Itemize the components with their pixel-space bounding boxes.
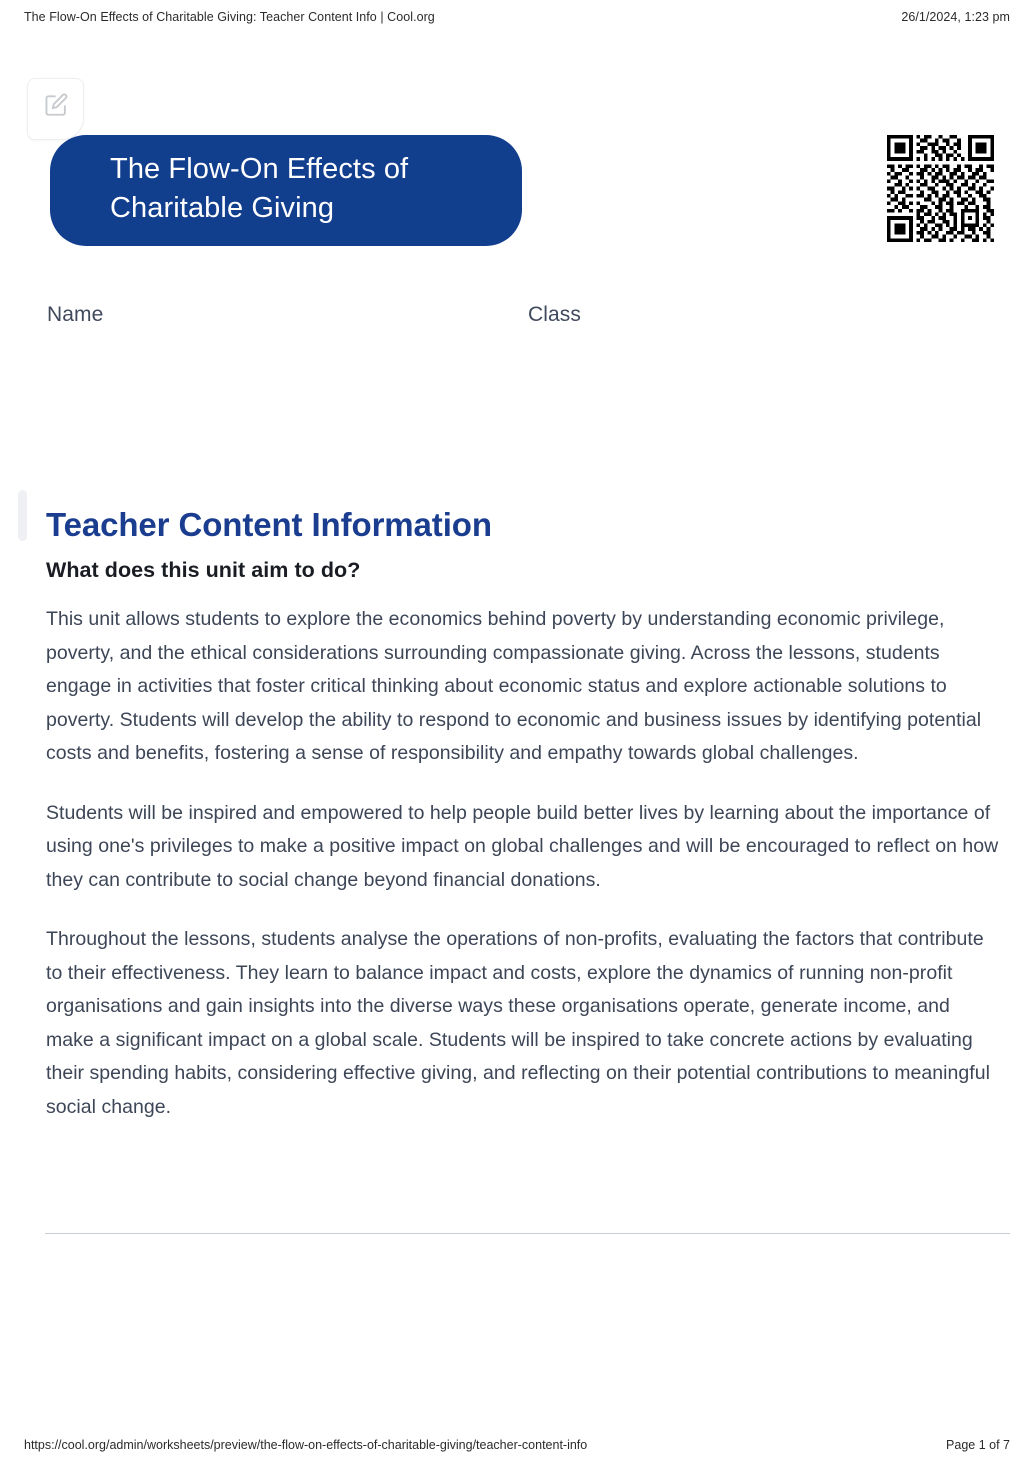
print-footer-page-number: Page 1 of 7 (946, 1438, 1010, 1452)
subheading-unit-aim: What does this unit aim to do? (46, 558, 361, 582)
print-header-date: 26/1/2024, 1:23 pm (901, 10, 1010, 24)
worksheet-title-text: The Flow-On Effects of Charitable Giving (110, 152, 409, 224)
page-title: Teacher Content Information (46, 506, 492, 544)
worksheet-title-badge (50, 135, 522, 246)
paragraph-3: Throughout the lessons, students analyse the operations of non-profits, evaluating the factors that contribute to their effectiveness. They learn to balance impact and costs, explore the dynamics of running non-profit organisations and gain insights into the diverse ways these organisations operate, generate income, and make a significant impact on a global scale. Students will be inspired to take concrete actions by evaluating their spending habits, considering effective giving, and reflecting on their potential contributions to meaningful social change. (46, 928, 990, 1118)
name-field-label: Name (47, 303, 104, 326)
edit-pencil-square-icon (43, 92, 69, 118)
worksheet-page (0, 34, 1036, 1368)
paragraph-2: Students will be inspired and empowered to help people build better lives by learning about the importance of using one's privileges to make a positive impact on global challenges and will be encouraged to reflect on how they can contribute to social change beyond financial donations. (46, 801, 999, 891)
class-field-label: Class (528, 303, 582, 326)
heading-accent-bar (18, 490, 27, 541)
qr-code-icon (887, 135, 994, 242)
page-break-divider (45, 1233, 1010, 1234)
print-header-title: The Flow-On Effects of Charitable Giving: Teacher Content Info | Cool.org (24, 10, 435, 24)
content-body (46, 558, 1002, 1124)
title-block (0, 56, 1036, 256)
edit-card[interactable] (27, 78, 84, 140)
print-footer-url: https://cool.org/admin/worksheets/preview/the-flow-on-effects-of-charitable-giving/teacher-content-info (24, 1438, 588, 1452)
print-footer (0, 1422, 1036, 1468)
print-header (0, 0, 1036, 34)
paragraph-1: This unit allows students to explore the economics behind poverty by understanding economic privilege, poverty, and the ethical considerations surrounding compassionate giving. Across the lessons, students engage in activities that foster critical thinking about economic status and explore actionable solutions to poverty. Students will develop the ability to respond to economic and business issues by identifying potential costs and benefits, fostering a sense of responsibility and empathy towards global challenges. (46, 608, 982, 764)
student-fields-row (47, 303, 1007, 337)
